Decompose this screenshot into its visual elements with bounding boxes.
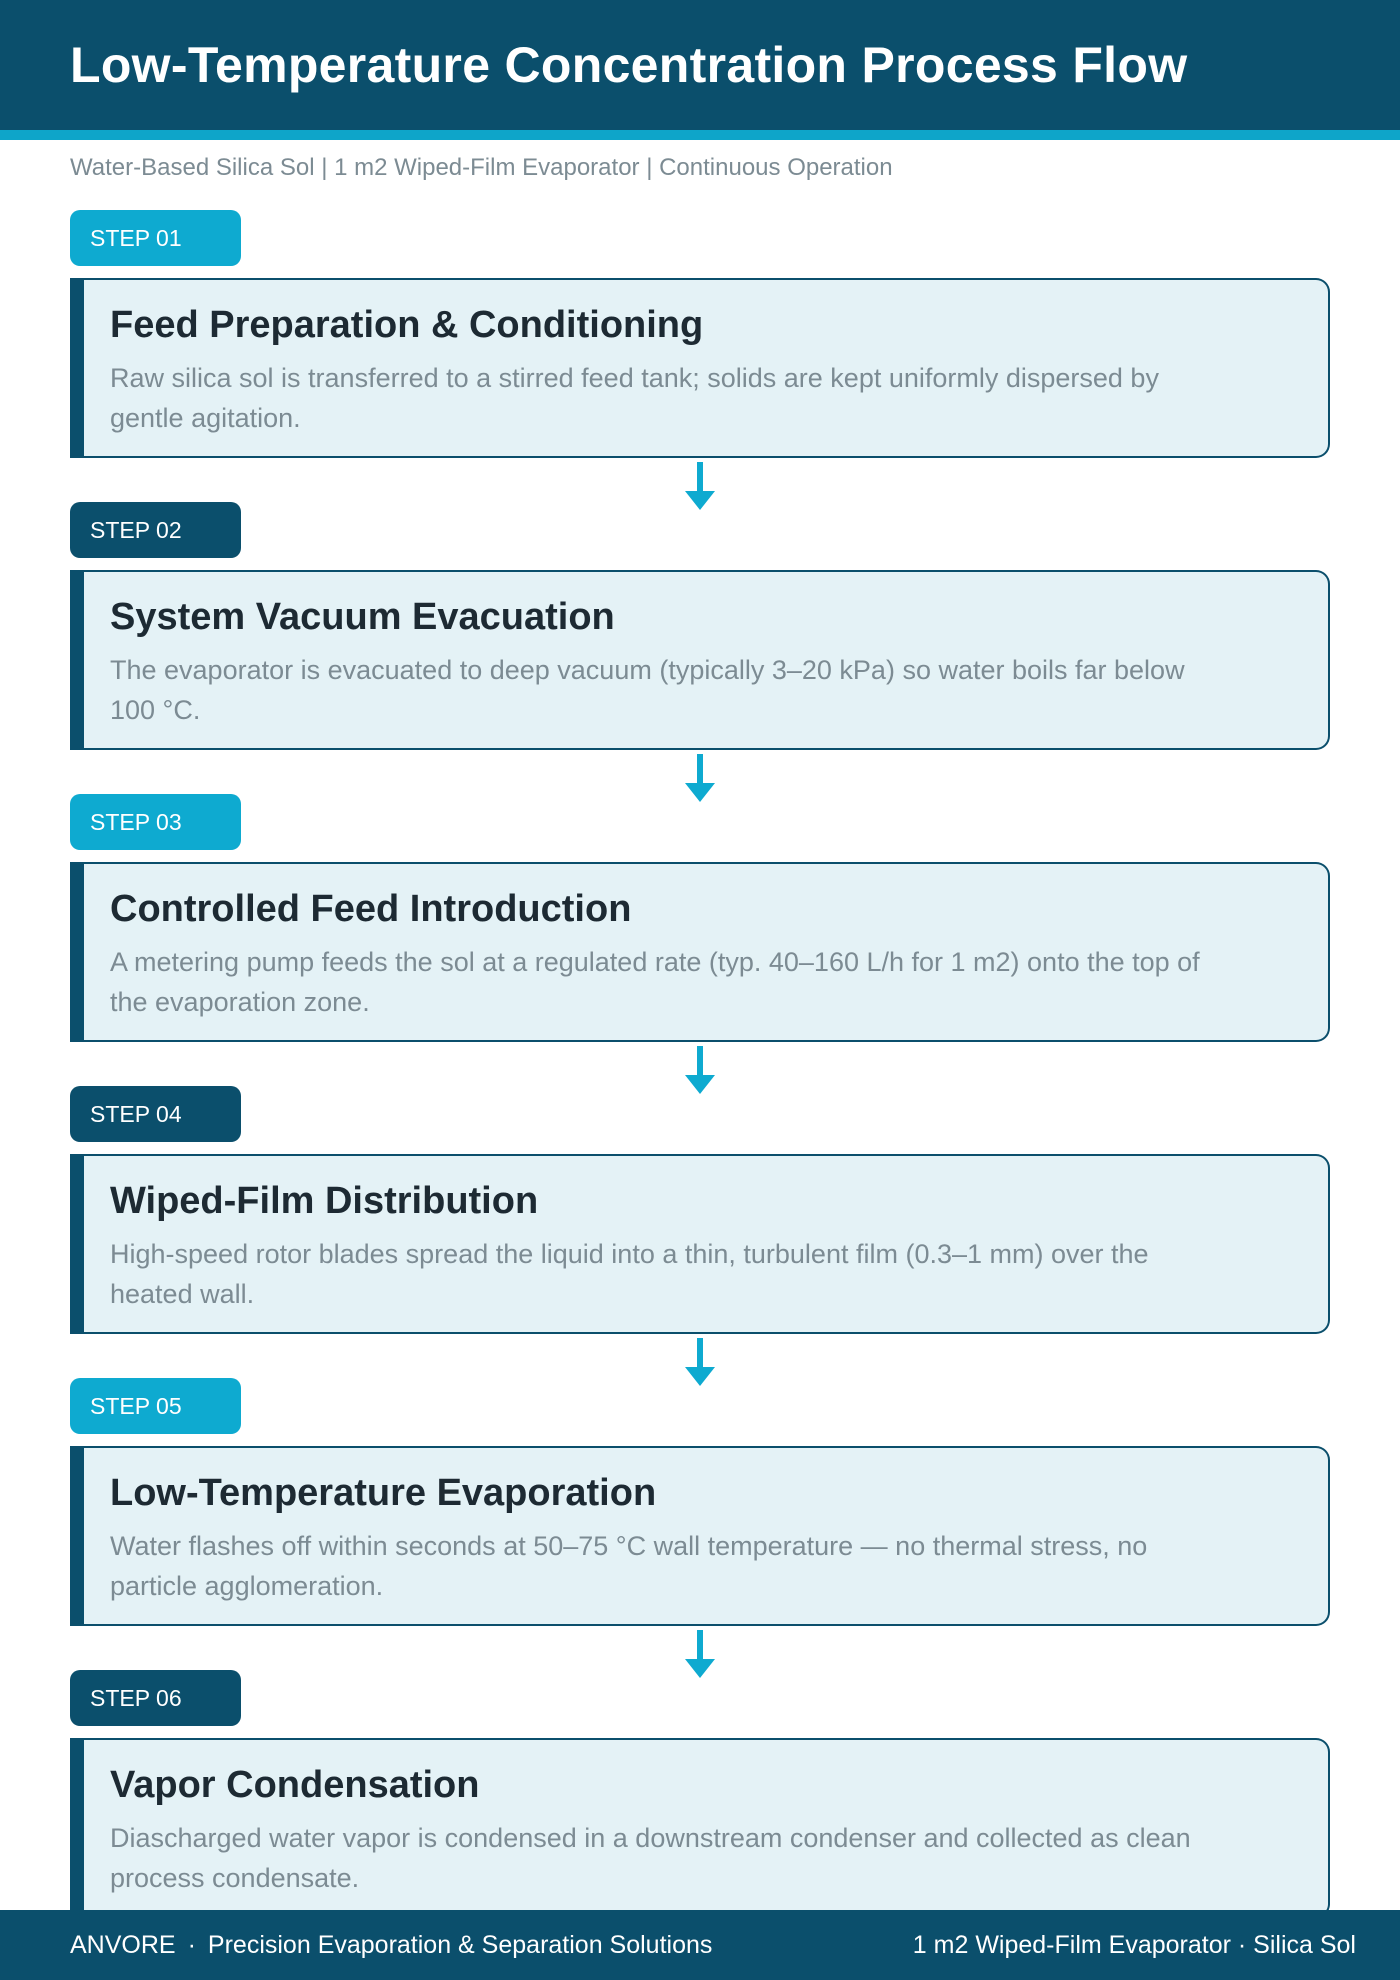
process-step-1 (70, 210, 1330, 502)
step-badge: STEP 05 (70, 1378, 241, 1434)
step-title: Controlled Feed Introduction (110, 888, 632, 930)
step-badge: STEP 02 (70, 502, 241, 558)
step-title: Wiped-Film Distribution (110, 1180, 539, 1222)
step-badge: STEP 01 (70, 210, 241, 266)
step-description: Diascharged water vapor is condensed in a downstream condenser and collected as clean process condensate. (110, 1823, 1191, 1893)
step-description: A metering pump feeds the sol at a regulated rate (typ. 40–160 L/h for 1 m2) onto the top of the evaporation zone. (110, 947, 1200, 1017)
process-step-2 (70, 502, 1330, 794)
step-badge: STEP 03 (70, 794, 241, 850)
footer-separator: · (187, 1931, 196, 1959)
process-steps (70, 210, 1330, 1962)
step-title: Low-Temperature Evaporation (110, 1472, 657, 1514)
step-badge: STEP 04 (70, 1086, 241, 1142)
page-subtitle: Water-Based Silica Sol | 1 m2 Wiped-Film Evaporator | Continuous Operation (70, 154, 893, 181)
step-title: System Vacuum Evacuation (110, 596, 615, 638)
step-description: Water flashes off within seconds at 50–75 °C wall temperature — no thermal stress, no particle agglomeration. (110, 1531, 1148, 1601)
footer-brand: ANVORE (70, 1931, 176, 1959)
footer-bar (0, 1910, 1400, 1980)
footer-tagline: Precision Evaporation & Separation Solutions (207, 1931, 713, 1959)
step-badge: STEP 06 (70, 1670, 241, 1726)
process-step-3 (70, 794, 1330, 1086)
step-title: Vapor Condensation (110, 1764, 480, 1806)
step-card (70, 1154, 1330, 1334)
step-description: The evaporator is evacuated to deep vacuum (typically 3–20 kPa) so water boils far below 100 °C. (110, 655, 1185, 725)
header-accent-stripe (0, 130, 1400, 140)
step-card (70, 862, 1330, 1042)
step-card (70, 570, 1330, 750)
step-card (70, 278, 1330, 458)
step-description: Raw silica sol is transferred to a stirred feed tank; solids are kept uniformly dispersed by gentle agitation. (110, 363, 1159, 433)
step-description: High-speed rotor blades spread the liquid into a thin, turbulent film (0.3–1 mm) over the heated wall. (110, 1239, 1149, 1309)
step-card (70, 1446, 1330, 1626)
process-step-4 (70, 1086, 1330, 1378)
step-title: Feed Preparation & Conditioning (110, 304, 704, 346)
step-card (70, 1738, 1330, 1918)
footer-product-info: 1 m2 Wiped-Film Evaporator · Silica Sol (912, 1931, 1356, 1959)
header-bar (0, 0, 1400, 130)
footer-brand-line (70, 1931, 712, 1960)
process-step-5 (70, 1378, 1330, 1670)
page-title: Low-Temperature Concentration Process Flow (70, 37, 1188, 93)
